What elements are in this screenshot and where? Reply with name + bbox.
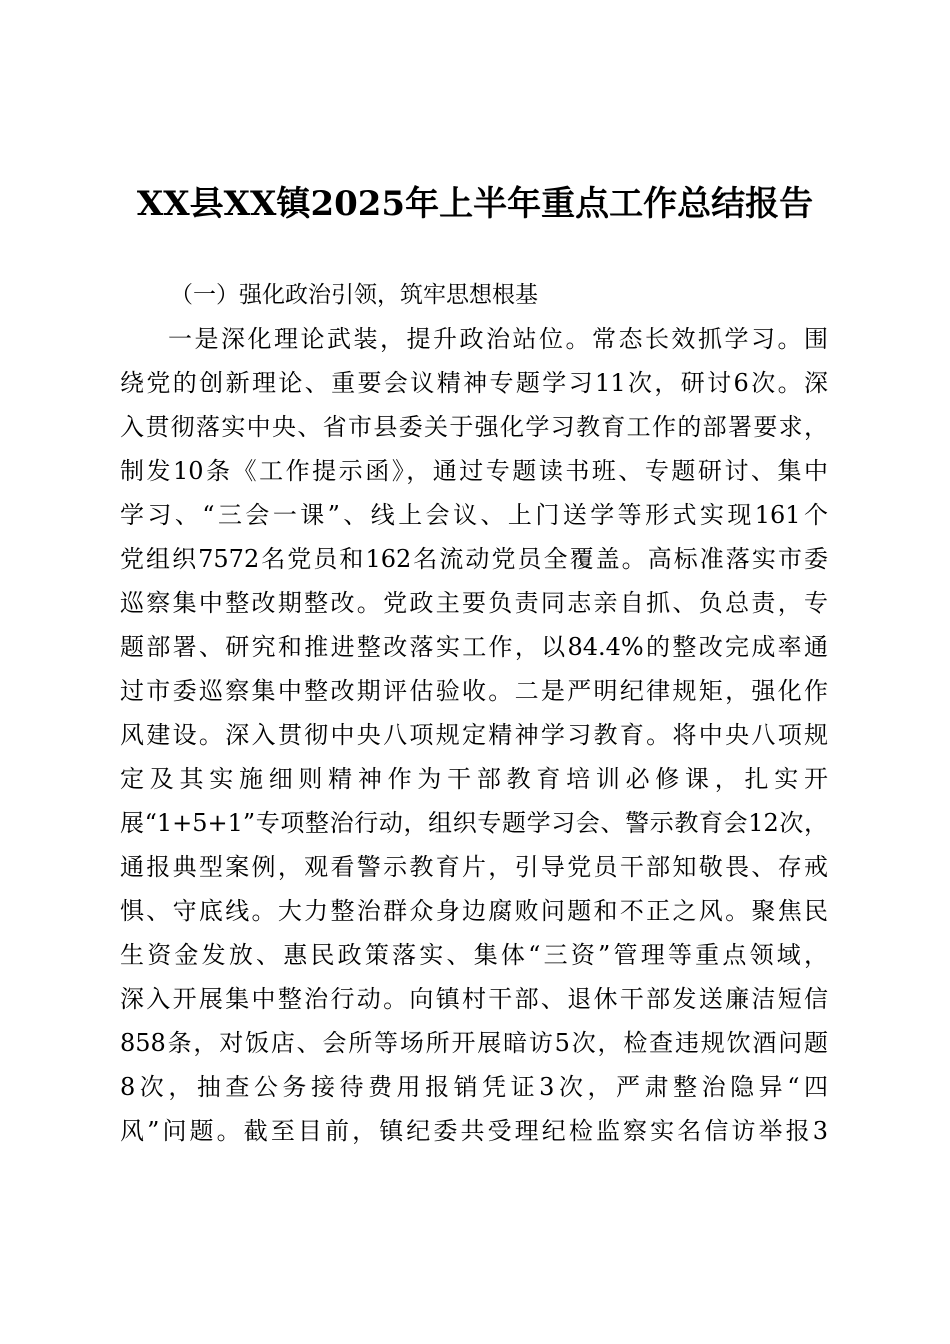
paragraph-line: 一是深化理论武装，提升政治站位。常态长效抓学习。围: [168, 325, 828, 353]
paragraph-line: 制发10条《工作提示函》，通过专题读书班、专题研讨、集中: [120, 457, 828, 485]
paragraph-line: 通报典型案例，观看警示教育片，引导党员干部知敬畏、存戒: [120, 853, 828, 881]
paragraph-line: 858条，对饭店、会所等场所开展暗访5次，检查违规饮酒问题: [120, 1029, 828, 1057]
document-title: XX县XX镇2025年上半年重点工作总结报告: [136, 184, 814, 224]
paragraph-line: 题部署、研究和推进整改落实工作，以84.4%的整改完成率通: [120, 633, 828, 661]
paragraph-line: 生资金发放、惠民政策落实、集体“三资”管理等重点领域，: [120, 941, 828, 969]
paragraph-line: 风建设。深入贯彻中央八项规定精神学习教育。将中央八项规: [120, 721, 828, 749]
paragraph-line: 展“1+5+1”专项整治行动，组织专题学习会、警示教育会12次，: [120, 809, 828, 837]
paragraph-line: 定及其实施细则精神作为干部教育培训必修课，扎实开: [120, 765, 828, 793]
paragraph-line: 巡察集中整改期整改。党政主要负责同志亲自抓、负总责，专: [120, 589, 828, 617]
paragraph-line: 惧、守底线。大力整治群众身边腐败问题和不正之风。聚焦民: [120, 897, 828, 925]
paragraph-line: 深入开展集中整治行动。向镇村干部、退休干部发送廉洁短信: [120, 985, 828, 1013]
paragraph-line: 风”问题。截至目前，镇纪委共受理纪检监察实名信访举报3: [120, 1117, 828, 1145]
paragraph-line: 过市委巡察集中整改期评估验收。二是严明纪律规矩，强化作: [120, 677, 828, 705]
section-heading: （一）强化政治引领，筑牢思想根基: [170, 282, 538, 308]
paragraph-line: 党组织7572名党员和162名流动党员全覆盖。高标准落实市委: [120, 545, 828, 573]
paragraph-line: 入贯彻落实中央、省市县委关于强化学习教育工作的部署要求，: [120, 413, 828, 441]
paragraph-line: 学习、“三会一课”、线上会议、上门送学等形式实现161个: [120, 501, 828, 529]
paragraph-line: 绕党的创新理论、重要会议精神专题学习11次，研讨6次。深: [120, 369, 828, 397]
paragraph-line: 8次，抽查公务接待费用报销凭证3次，严肃整治隐异“四: [120, 1073, 828, 1101]
